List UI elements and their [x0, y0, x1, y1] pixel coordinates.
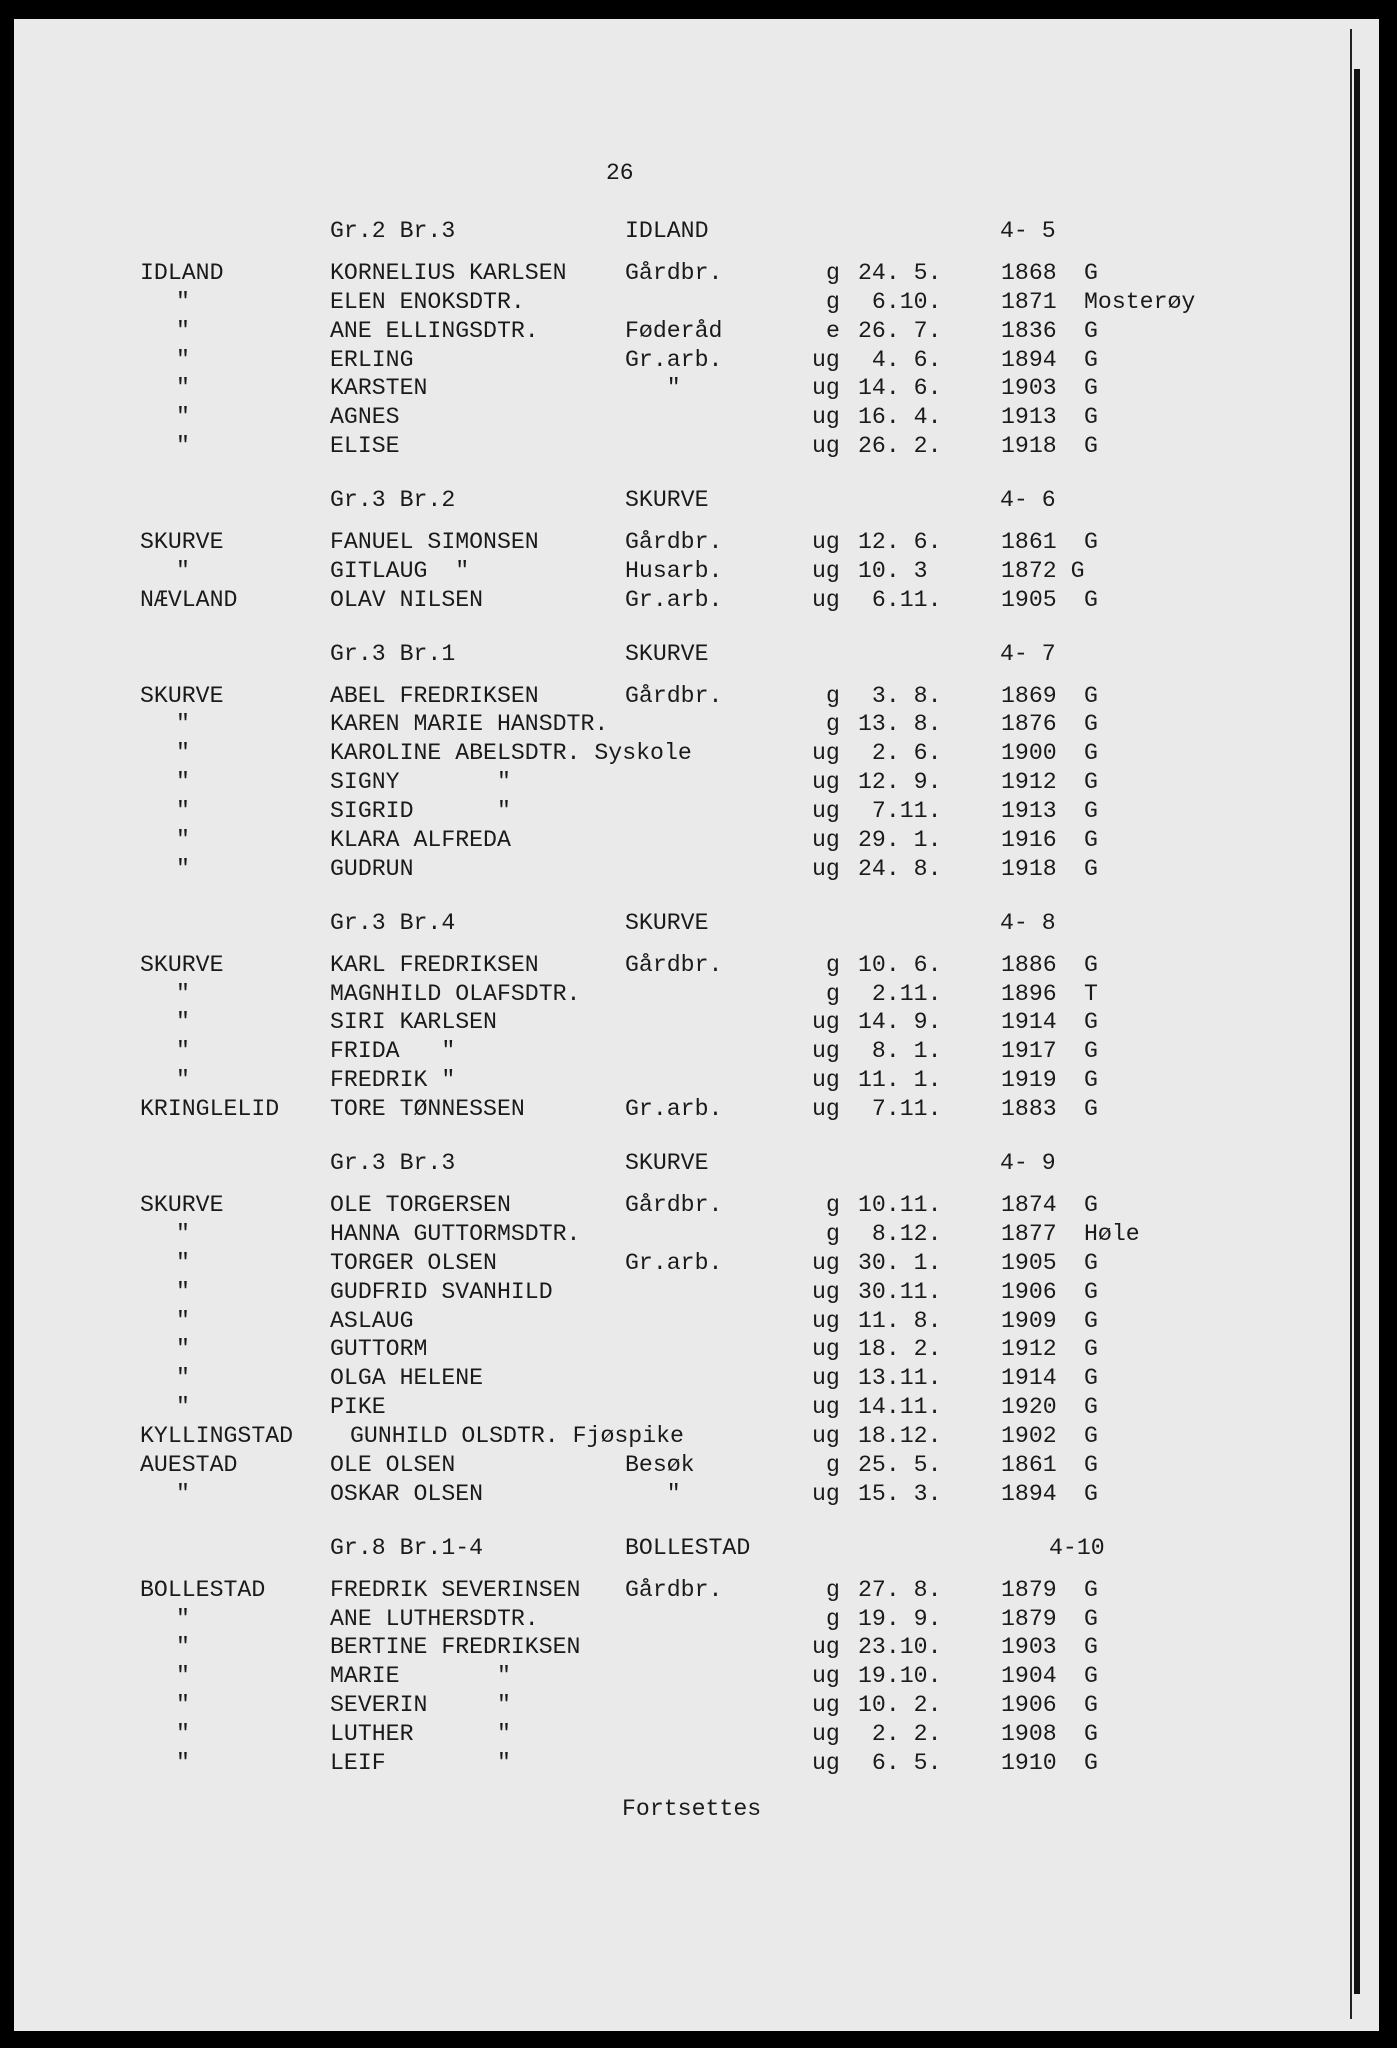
section-ref: 4- 8	[1000, 909, 1056, 936]
group-label: Gr.2 Br.3	[330, 218, 456, 244]
birthplace: G	[1084, 1191, 1098, 1218]
birth-year: 1906	[1001, 1692, 1057, 1719]
birth-date: 26. 2.	[858, 433, 942, 460]
occupation: "	[625, 375, 681, 402]
birth-date: 6.11.	[858, 586, 942, 613]
birth-year: 1905	[1001, 1249, 1057, 1276]
person-name: KAROLINE ABELSDTR. Syskole	[330, 740, 692, 767]
birthplace: T	[1084, 980, 1098, 1007]
farm-name: "	[176, 1278, 190, 1305]
section-place: IDLAND	[625, 218, 709, 244]
birth-year: 1919	[1001, 1067, 1057, 1094]
section-ref: 4-10	[1049, 1534, 1105, 1561]
birth-year: 1836	[1001, 317, 1057, 344]
birthplace: G	[1084, 1721, 1098, 1748]
civil-status: g	[826, 682, 840, 709]
farm-name: SKURVE	[140, 682, 224, 709]
birth-date: 30.11.	[858, 1278, 942, 1305]
birth-date: 2.11.	[858, 980, 942, 1007]
birth-date: 13. 8.	[858, 711, 942, 738]
person-name: ELEN ENOKSDTR.	[330, 288, 525, 315]
birth-year: 1913	[1001, 798, 1057, 825]
farm-name: SKURVE	[140, 1191, 224, 1218]
birthplace: G	[1084, 769, 1098, 796]
civil-status: ug	[812, 1634, 840, 1661]
person-name: FREDRIK "	[330, 1067, 456, 1094]
birth-year: 1877	[1001, 1220, 1057, 1247]
civil-status: g	[826, 980, 840, 1007]
civil-status: ug	[812, 1480, 840, 1507]
birthplace: G	[1084, 1307, 1098, 1334]
person-name: GITLAUG "	[330, 557, 470, 584]
person-name: FREDRIK SEVERINSEN	[330, 1576, 581, 1603]
person-name: ASLAUG	[330, 1307, 414, 1334]
birth-year: 1879	[1001, 1605, 1057, 1632]
person-name: ABEL FREDRIKSEN	[330, 682, 539, 709]
civil-status: ug	[812, 1009, 840, 1036]
birth-year: 1869	[1001, 682, 1057, 709]
birth-year: 1912	[1001, 1336, 1057, 1363]
person-name: FRIDA "	[330, 1038, 456, 1065]
farm-name: "	[176, 1605, 190, 1632]
birthplace: G	[1084, 1038, 1098, 1065]
civil-status: ug	[812, 1278, 840, 1305]
person-name: LEIF "	[330, 1749, 511, 1776]
civil-status: ug	[812, 827, 840, 854]
occupation: Gårdbr.	[625, 682, 723, 709]
birth-year: 1871	[1001, 288, 1057, 315]
civil-status: g	[826, 1451, 840, 1478]
person-name: OLE TORGERSEN	[330, 1191, 511, 1218]
birthplace: G	[1084, 1634, 1098, 1661]
person-name: TORGER OLSEN	[330, 1249, 497, 1276]
birthplace: G	[1084, 951, 1098, 978]
birth-year: 1896	[1001, 980, 1057, 1007]
farm-name: SKURVE	[140, 951, 224, 978]
farm-name: NÆVLAND	[140, 586, 238, 613]
person-name: KARL FREDRIKSEN	[330, 951, 539, 978]
civil-status: ug	[812, 1336, 840, 1363]
person-name: KORNELIUS KARLSEN	[330, 259, 567, 286]
group-label: Gr.3 Br.2	[330, 487, 456, 514]
civil-status: ug	[812, 1365, 840, 1392]
birthplace: G	[1084, 711, 1098, 738]
occupation: Husarb.	[625, 557, 723, 584]
person-name: HANNA GUTTORMSDTR.	[330, 1220, 581, 1247]
farm-name: KYLLINGSTAD	[140, 1423, 294, 1450]
birthplace: G	[1084, 798, 1098, 825]
person-name: OLAV NILSEN	[330, 586, 484, 613]
birth-date: 25. 5.	[858, 1451, 942, 1478]
farm-name: "	[176, 288, 190, 315]
birthplace: G	[1084, 1663, 1098, 1690]
civil-status: ug	[812, 586, 840, 613]
farm-name: "	[176, 1067, 190, 1094]
farm-name: "	[176, 1038, 190, 1065]
farm-name: "	[176, 1365, 190, 1392]
person-name: MARIE "	[330, 1663, 511, 1690]
civil-status: g	[826, 711, 840, 738]
section-ref: 4- 5	[1000, 218, 1056, 244]
birthplace: G	[1084, 433, 1098, 460]
birth-date: 27. 8.	[858, 1576, 942, 1603]
birthplace: G	[1084, 855, 1098, 882]
birth-date: 11. 8.	[858, 1307, 942, 1334]
civil-status: ug	[812, 740, 840, 767]
farm-name: SKURVE	[140, 529, 224, 556]
birth-year: 1894	[1001, 1480, 1057, 1507]
birthplace: G	[1084, 827, 1098, 854]
farm-name: "	[176, 1009, 190, 1036]
birth-year: 1861	[1001, 1451, 1057, 1478]
civil-status: ug	[812, 346, 840, 373]
birthplace: G	[1084, 1576, 1098, 1603]
farm-name: "	[176, 404, 190, 431]
birthplace: G	[1084, 1336, 1098, 1363]
civil-status: ug	[812, 404, 840, 431]
birth-date: 10.11.	[858, 1191, 942, 1218]
civil-status: ug	[812, 1307, 840, 1334]
person-name: TORE TØNNESSEN	[330, 1096, 525, 1123]
birth-date: 12. 9.	[858, 769, 942, 796]
person-name: ELISE	[330, 433, 400, 460]
person-name: GUTTORM	[330, 1336, 428, 1363]
person-name: ERLING	[330, 346, 414, 373]
birth-date: 10. 3	[858, 557, 928, 584]
person-name: GUNHILD OLSDTR. Fjøspike	[350, 1423, 684, 1450]
birth-date: 2. 2.	[858, 1721, 942, 1748]
birthplace: G	[1084, 1605, 1098, 1632]
person-name: OLE OLSEN	[330, 1451, 456, 1478]
birth-year: 1920	[1001, 1394, 1057, 1421]
birth-date: 15. 3.	[858, 1480, 942, 1507]
birth-date: 14. 9.	[858, 1009, 942, 1036]
birth-year: 1910	[1001, 1749, 1057, 1776]
farm-name: "	[176, 1394, 190, 1421]
civil-status: ug	[812, 1423, 840, 1450]
birth-date: 14.11.	[858, 1394, 942, 1421]
birthplace: G	[1084, 586, 1098, 613]
civil-status: g	[826, 951, 840, 978]
birthplace: G	[1084, 1480, 1098, 1507]
birth-year: 1908	[1001, 1721, 1057, 1748]
birth-year: 1883	[1001, 1096, 1057, 1123]
birth-year: 1879	[1001, 1576, 1057, 1603]
birthplace: G	[1084, 1009, 1098, 1036]
birth-year: 1903	[1001, 375, 1057, 402]
birth-date: 13.11.	[858, 1365, 942, 1392]
occupation: Gr.arb.	[625, 1249, 723, 1276]
person-name: OLGA HELENE	[330, 1365, 484, 1392]
birth-year: 1917	[1001, 1038, 1057, 1065]
occupation: Gårdbr.	[625, 1191, 723, 1218]
continued-note: Fortsettes	[622, 1796, 762, 1822]
civil-status: g	[826, 259, 840, 286]
birth-year: 1906	[1001, 1278, 1057, 1305]
birth-year: 1913	[1001, 404, 1057, 431]
person-name: KLARA ALFREDA	[330, 827, 511, 854]
civil-status: ug	[812, 1692, 840, 1719]
birthplace: G	[1084, 1749, 1098, 1776]
group-label: Gr.8 Br.1-4	[330, 1534, 484, 1561]
birth-date: 23.10.	[858, 1634, 942, 1661]
birth-date: 4. 6.	[858, 346, 942, 373]
person-name: LUTHER "	[330, 1721, 511, 1748]
farm-name: AUESTAD	[140, 1451, 238, 1478]
civil-status: e	[826, 317, 840, 344]
binding-edge-line	[1350, 29, 1352, 2019]
farm-name: KRINGLELID	[140, 1096, 280, 1123]
section-place: SKURVE	[625, 909, 709, 936]
birth-date: 7.11.	[858, 1096, 942, 1123]
civil-status: g	[826, 288, 840, 315]
birth-date: 18. 2.	[858, 1336, 942, 1363]
birth-year: 1914	[1001, 1365, 1057, 1392]
civil-status: g	[826, 1576, 840, 1603]
birth-year: 1868	[1001, 259, 1057, 286]
section-ref: 4- 9	[1000, 1150, 1056, 1177]
birth-date: 12. 6.	[858, 529, 942, 556]
birthplace: G	[1084, 1692, 1098, 1719]
civil-status: ug	[812, 1249, 840, 1276]
civil-status: ug	[812, 375, 840, 402]
civil-status: g	[826, 1220, 840, 1247]
birthplace: G	[1084, 1249, 1098, 1276]
birthplace: G	[1084, 1451, 1098, 1478]
birth-year: 1886	[1001, 951, 1057, 978]
birthplace: G	[1084, 1067, 1098, 1094]
section-ref: 4- 6	[1000, 487, 1056, 514]
civil-status: ug	[812, 1394, 840, 1421]
farm-name: "	[176, 1692, 190, 1719]
birth-date: 2. 6.	[858, 740, 942, 767]
birthplace: G	[1084, 740, 1098, 767]
birth-year: 1904	[1001, 1663, 1057, 1690]
section-place: BOLLESTAD	[625, 1534, 751, 1561]
birthplace: G	[1084, 1278, 1098, 1305]
birth-year: 1874	[1001, 1191, 1057, 1218]
birth-date: 6. 5.	[858, 1749, 942, 1776]
birth-date: 24. 8.	[858, 855, 942, 882]
farm-name: "	[176, 855, 190, 882]
person-name: KARSTEN	[330, 375, 428, 402]
birth-date: 19.10.	[858, 1663, 942, 1690]
farm-name: "	[176, 557, 190, 584]
farm-name: "	[176, 1721, 190, 1748]
person-name: SEVERIN "	[330, 1692, 511, 1719]
birth-date: 29. 1.	[858, 827, 942, 854]
civil-status: g	[826, 1191, 840, 1218]
birth-date: 3. 8.	[858, 682, 942, 709]
page-number: 26	[606, 160, 634, 186]
civil-status: ug	[812, 1038, 840, 1065]
occupation: Føderåd	[625, 317, 723, 344]
civil-status: ug	[812, 1749, 840, 1776]
person-name: MAGNHILD OLAFSDTR.	[330, 980, 581, 1007]
birthplace: G	[1084, 1096, 1098, 1123]
farm-name: "	[176, 1307, 190, 1334]
occupation: Gr.arb.	[625, 586, 723, 613]
person-name: PIKE	[330, 1394, 386, 1421]
birth-date: 18.12.	[858, 1423, 942, 1450]
birth-date: 6.10.	[858, 288, 942, 315]
section-place: SKURVE	[625, 640, 709, 667]
civil-status: ug	[812, 433, 840, 460]
birth-date: 8.12.	[858, 1220, 942, 1247]
birth-date: 26. 7.	[858, 317, 942, 344]
group-label: Gr.3 Br.3	[330, 1150, 456, 1177]
occupation: Gårdbr.	[625, 1576, 723, 1603]
person-name: SIGNY "	[330, 769, 511, 796]
farm-name: "	[176, 375, 190, 402]
birth-year: 1876	[1001, 711, 1057, 738]
birthplace: G	[1084, 529, 1098, 556]
person-name: OSKAR OLSEN	[330, 1480, 484, 1507]
birth-year: 1918	[1001, 855, 1057, 882]
birthplace: G	[1084, 1394, 1098, 1421]
birth-year: 1861	[1001, 529, 1057, 556]
farm-name: "	[176, 827, 190, 854]
person-name: SIGRID "	[330, 798, 511, 825]
birthplace: G	[1084, 1365, 1098, 1392]
birth-date: 14. 6.	[858, 375, 942, 402]
farm-name: "	[176, 317, 190, 344]
birth-year: 1916	[1001, 827, 1057, 854]
person-name: ANE ELLINGSDTR.	[330, 317, 539, 344]
occupation: "	[625, 1480, 681, 1507]
farm-name: "	[176, 1336, 190, 1363]
birth-year: 1905	[1001, 586, 1057, 613]
farm-name: "	[176, 1634, 190, 1661]
civil-status: ug	[812, 1067, 840, 1094]
binding-edge-bar	[1354, 69, 1360, 1994]
farm-name: "	[176, 1663, 190, 1690]
birth-year: 1909	[1001, 1307, 1057, 1334]
civil-status: g	[826, 1605, 840, 1632]
birth-date: 7.11.	[858, 798, 942, 825]
birthplace: G	[1084, 317, 1098, 344]
farm-name: "	[176, 711, 190, 738]
birthplace: G	[1084, 346, 1098, 373]
birth-date: 8. 1.	[858, 1038, 942, 1065]
birthplace: G	[1084, 404, 1098, 431]
civil-status: ug	[812, 557, 840, 584]
group-label: Gr.3 Br.1	[330, 640, 456, 667]
farm-name: "	[176, 1749, 190, 1776]
section-ref: 4- 7	[1000, 640, 1056, 667]
farm-name: "	[176, 769, 190, 796]
occupation: Gårdbr.	[625, 259, 723, 286]
birth-year: 1903	[1001, 1634, 1057, 1661]
farm-name: IDLAND	[140, 259, 224, 286]
birthplace: G	[1084, 259, 1098, 286]
birth-date: 30. 1.	[858, 1249, 942, 1276]
birth-year: 1872 G	[1001, 557, 1085, 584]
person-name: ANE LUTHERSDTR.	[330, 1605, 539, 1632]
birthplace: G	[1084, 375, 1098, 402]
person-name: AGNES	[330, 404, 400, 431]
person-name: GUDFRID SVANHILD	[330, 1278, 553, 1305]
civil-status: ug	[812, 529, 840, 556]
civil-status: ug	[812, 1096, 840, 1123]
occupation: Gårdbr.	[625, 951, 723, 978]
occupation: Gårdbr.	[625, 529, 723, 556]
farm-name: "	[176, 433, 190, 460]
birth-year: 1900	[1001, 740, 1057, 767]
birthplace: G	[1084, 682, 1098, 709]
civil-status: ug	[812, 798, 840, 825]
occupation: Besøk	[625, 1451, 695, 1478]
farm-name: "	[176, 1220, 190, 1247]
farm-name: "	[176, 740, 190, 767]
farm-name: "	[176, 798, 190, 825]
birth-date: 16. 4.	[858, 404, 942, 431]
birthplace: G	[1084, 1423, 1098, 1450]
farm-name: "	[176, 1480, 190, 1507]
civil-status: ug	[812, 1721, 840, 1748]
birthplace: Høle	[1084, 1220, 1140, 1247]
farm-name: "	[176, 980, 190, 1007]
person-name: GUDRUN	[330, 855, 414, 882]
person-name: KAREN MARIE HANSDTR.	[330, 711, 609, 738]
person-name: BERTINE FREDRIKSEN	[330, 1634, 581, 1661]
birth-date: 24. 5.	[858, 259, 942, 286]
birth-year: 1918	[1001, 433, 1057, 460]
section-place: SKURVE	[625, 1150, 709, 1177]
civil-status: ug	[812, 855, 840, 882]
group-label: Gr.3 Br.4	[330, 909, 456, 936]
farm-name: BOLLESTAD	[140, 1576, 266, 1603]
person-name: SIRI KARLSEN	[330, 1009, 497, 1036]
occupation: Gr.arb.	[625, 346, 723, 373]
birthplace: Mosterøy	[1084, 288, 1196, 315]
civil-status: ug	[812, 1663, 840, 1690]
birth-year: 1914	[1001, 1009, 1057, 1036]
birth-date: 19. 9.	[858, 1605, 942, 1632]
occupation: Gr.arb.	[625, 1096, 723, 1123]
birth-date: 10. 2.	[858, 1692, 942, 1719]
section-place: SKURVE	[625, 487, 709, 514]
birth-date: 10. 6.	[858, 951, 942, 978]
civil-status: ug	[812, 769, 840, 796]
farm-name: "	[176, 346, 190, 373]
farm-name: "	[176, 1249, 190, 1276]
person-name: FANUEL SIMONSEN	[330, 529, 539, 556]
birth-year: 1894	[1001, 346, 1057, 373]
birth-year: 1912	[1001, 769, 1057, 796]
birth-year: 1902	[1001, 1423, 1057, 1450]
birth-date: 11. 1.	[858, 1067, 942, 1094]
